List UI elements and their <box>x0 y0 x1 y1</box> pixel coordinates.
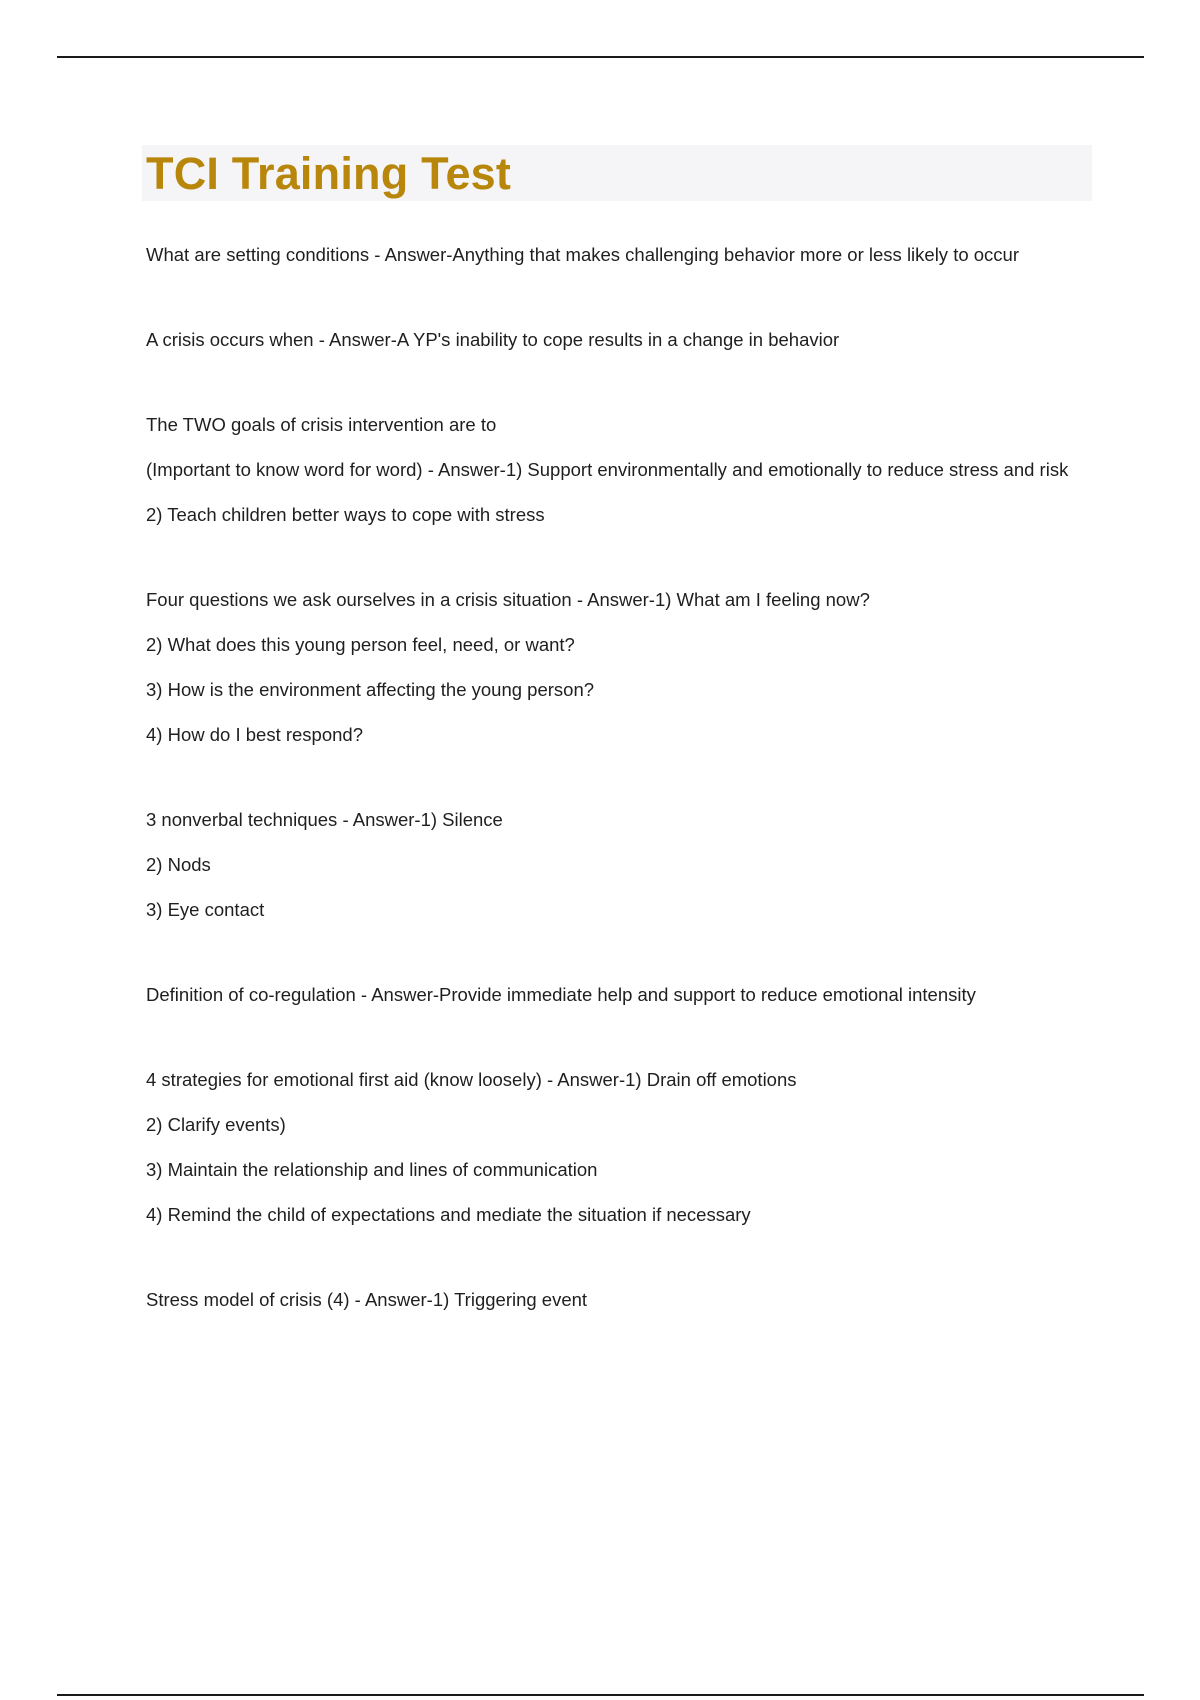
bottom-rule <box>57 1694 1144 1696</box>
qa-line: Four questions we ask ourselves in a crisis situation - Answer-1) What am I feeling now? <box>146 589 870 610</box>
qa-item-nonverbal <box>146 805 1076 925</box>
qa-line: 4 strategies for emotional first aid (know loosely) - Answer-1) Drain off emotions <box>146 1069 797 1090</box>
qa-item-stress-model <box>146 1285 1076 1315</box>
qa-line: 3) Eye contact <box>146 899 265 920</box>
qa-item-co-regulation <box>146 980 1076 1010</box>
qa-line: What are setting conditions - Answer-Anything that makes challenging behavior more or less likely to occur <box>146 244 1020 265</box>
qa-line: 4) Remind the child of expectations and mediate the situation if necessary <box>146 1204 751 1225</box>
qa-line: The TWO goals of crisis intervention are to <box>146 414 497 435</box>
qa-item-four-questions <box>146 585 1076 750</box>
qa-item-setting-conditions <box>146 240 1076 270</box>
qa-line: (Important to know word for word) - Answer-1) Support environmentally and emotionally to reduce stress and risk <box>146 459 1069 480</box>
qa-line: 2) Nods <box>146 854 211 875</box>
page-title: TCI Training Test <box>146 148 512 199</box>
qa-list <box>146 240 1076 1370</box>
qa-item-crisis-occurs <box>146 325 1076 355</box>
qa-line: 3) How is the environment affecting the young person? <box>146 679 595 700</box>
qa-line: Stress model of crisis (4) - Answer-1) Triggering event <box>146 1289 588 1310</box>
top-rule <box>57 56 1144 58</box>
qa-line: 3 nonverbal techniques - Answer-1) Silence <box>146 809 503 830</box>
qa-line: A crisis occurs when - Answer-A YP's inability to cope results in a change in behavior <box>146 329 840 350</box>
qa-line: Definition of co-regulation - Answer-Provide immediate help and support to reduce emotional intensity <box>146 984 976 1005</box>
qa-line: 3) Maintain the relationship and lines of communication <box>146 1159 598 1180</box>
qa-line: 4) How do I best respond? <box>146 724 363 745</box>
qa-line: 2) Clarify events) <box>146 1114 286 1135</box>
qa-item-emotional-first-aid <box>146 1065 1076 1230</box>
qa-item-two-goals <box>146 410 1076 530</box>
qa-line: 2) Teach children better ways to cope with stress <box>146 504 545 525</box>
qa-line: 2) What does this young person feel, need, or want? <box>146 634 575 655</box>
